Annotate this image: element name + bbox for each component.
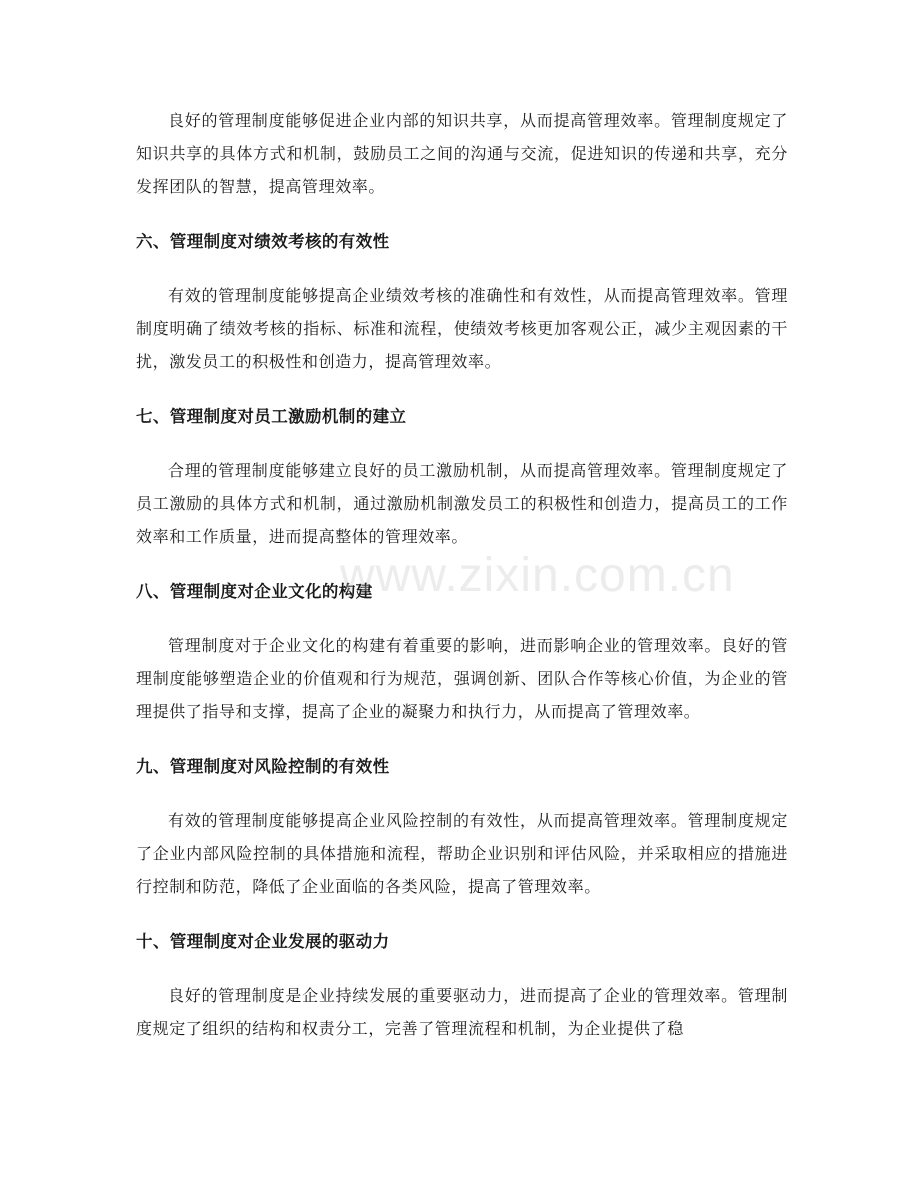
document-body (136, 104, 788, 1045)
section-paragraph-9: 有效的管理制度能够提高企业风险控制的有效性，从而提高管理效率。管理制度规定了企业内部风险控制的具体措施和流程，帮助企业识别和评估风险，并采取相应的措施进行控制和防范，降低了企业面临的各类风险，提高了管理效率。 (136, 811, 788, 896)
section-heading-8: 八、管理制度对企业文化的构建 (136, 582, 373, 601)
section-paragraph-8: 管理制度对于企业文化的构建有着重要的影响，进而影响企业的管理效率。良好的管理制度能够塑造企业的价值观和行为规范，强调创新、团队合作等核心价值，为企业的管理提供了指导和支撑，提高了企业的凝聚力和执行力，从而提高了管理效率。 (136, 636, 788, 721)
section-paragraph-6: 有效的管理制度能够提高企业绩效考核的准确性和有效性，从而提高管理效率。管理制度明确了绩效考核的指标、标准和流程，使绩效考核更加客观公正，减少主观因素的干扰，激发员工的积极性和创造力，提高管理效率。 (136, 286, 788, 371)
section-heading-7: 七、管理制度对员工激励机制的建立 (136, 407, 407, 426)
section-paragraph-10: 良好的管理制度是企业持续发展的重要驱动力，进而提高了企业的管理效率。管理制度规定了组织的结构和权责分工，完善了管理流程和机制，为企业提供了稳 (136, 986, 788, 1038)
intro-paragraph: 良好的管理制度能够促进企业内部的知识共享，从而提高管理效率。管理制度规定了知识共享的具体方式和机制，鼓励员工之间的沟通与交流，促进知识的传递和共享，充分发挥团队的智慧，提高管理效率。 (136, 111, 788, 196)
watermark-text: www.zixin.com.cn (340, 549, 735, 602)
section-heading-6: 六、管理制度对绩效考核的有效性 (136, 232, 390, 251)
section-heading-10: 十、管理制度对企业发展的驱动力 (136, 932, 390, 951)
section-heading-9: 九、管理制度对风险控制的有效性 (136, 757, 390, 776)
section-paragraph-7: 合理的管理制度能够建立良好的员工激励机制，从而提高管理效率。管理制度规定了员工激励的具体方式和机制，通过激励机制激发员工的积极性和创造力，提高员工的工作效率和工作质量，进而提高整体的管理效率。 (136, 461, 788, 546)
